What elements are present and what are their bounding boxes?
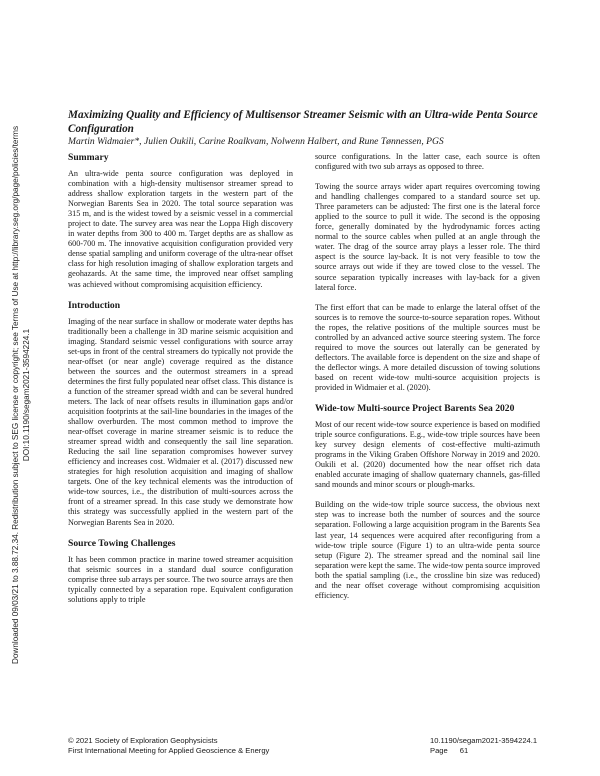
right-paragraph-2: Towing the source arrays wider apart requires overcoming towing and handling challenges compared to a standard source set up. Three parameters can be adjusted: The first one is the lateral force applied to the source to pull it wide. The second is the opposing force, generally dominated by the hydrodynamic forces acting normal to the source cables when pulled at an angle through the water. The drag of the source array plays a lesser role. The third aspect is the source lay-back. It is not very feasible to tow the source arrays out wide if they are towed close to the vessel. The source separation typically increases with lay-back for a given lateral force. — [315, 182, 540, 292]
page-number: 61 — [459, 746, 469, 755]
footer-doi: 10.1190/segam2021-3594224.1 — [430, 736, 538, 745]
download-notice — [10, 95, 32, 695]
page-number-line — [430, 746, 537, 756]
towing-challenges-heading: Source Towing Challenges — [68, 537, 176, 549]
paper-authors: Martin Widmaier*, Julien Oukili, Carine Roalkvam, Nolwenn Halbert, and Rune Tønnessen, PGS — [68, 136, 444, 147]
right-paragraph-5: Building on the wide-tow triple source success, the obvious next step was to increase both the number of sources and the source separation. Following a large acquisition program in the Barents Sea last year, 14 sequences were acquired after reconfiguring from a wide-tow triple source (Figure 1) to an ultra-wide penta source setup (Figure 2). The streamer spread and the nominal sail line separation were kept the same. The wide-tow penta source improved both the spatial sampling (i.e., the crossline bin size was reduced) and the near offset coverage without compromising acquisition efficiency. — [315, 500, 540, 600]
introduction-heading: Introduction — [68, 299, 121, 311]
summary-heading: Summary — [68, 152, 109, 163]
introduction-paragraph: Imaging of the near surface in shallow or moderate water depths has traditionally been a challenge in 3D marine seismic acquisition and imaging. Standard seismic vessel configurations with source array set-ups in front of the central streamers do typically not provide the near-offset (or near angle) coverage required as the distance between the sources and the outermost streamers in a spread determines the first fully populated near offset class. This distance is a function of the streamer spread width and can be several hundred meters. The lack of near offsets results in illumination gaps and/or acquisition footprints at the sail-line boundaries in the images of the shallow overburden. The most common method to improve the near-offset coverage in marine streamer seismic is to reduce the streamer spread width and consequently the sail line separation. Reducing the sail line separation compromises however survey efficiency and increases cost. Widmaier et al. (2017) discussed new strategies for high resolution acquisition and imaging of shallow targets. One of the key technical elements was the introduction of wide-tow sources, i.e., the distribution of multi-sources across the front of a streamer spread. In this case study we demonstrate how this strategy was successfully applied in the western part of the Norwegian Barents Sea in 2020. — [68, 316, 293, 527]
footer-copyright: © 2021 Society of Exploration Geophysicists — [68, 736, 218, 745]
download-notice-line1: Downloaded 09/03/21 to 3.88.72.34. Redistribution subject to SEG license or copyright; see Terms of Use at http://library.seg.org/page/policies/terms — [11, 125, 20, 665]
download-notice-doi: DOI:10.1190/segam2021-3594224.1 — [22, 328, 31, 462]
footer-meeting: First International Meeting for Applied Geoscience & Energy — [68, 746, 270, 755]
barents-sea-project-heading: Wide-tow Multi-source Project Barents Sea 2020 — [315, 403, 515, 415]
towing-challenges-paragraph: It has been common practice in marine towed streamer acquisition that seismic sources in a standard dual source configuration comprise three sub arrays per source. The two source arrays are then typically connected by a separation rope. Equivalent configuration solutions apply to triple — [68, 554, 293, 604]
summary-paragraph: An ultra-wide penta source configuration was deployed in combination with a high-density multisensor streamer spread to address shallow exploration targets in the western part of the Norwegian Barents Sea in 2020. The total source separation was 315 m, and is the widest towed by a seismic vessel in a commercial project to date. The survey area was near the Loppa High discovery in water depths from 300 to 400 m. Target depths are as shallow as 600-700 m. The innovative acquisition configuration provided very dense spatial sampling and uniform coverage of the ultra-near offset class for high resolution imaging of shallow exploration targets and geohazards. At the same time, the improved near offset sampling was achieved without compromising acquisition efficiency. — [68, 169, 293, 289]
right-paragraph-1: source configurations. In the latter case, each source is often configured with two sub arrays as opposed to three. — [315, 152, 540, 172]
footer-left — [68, 736, 269, 756]
right-paragraph-4: Most of our recent wide-tow source experience is based on modified triple source configurations. E.g., wide-tow triple sources have been key survey design elements of cost-effective multi-azimuth programs in the Viking Graben Offshore Norway in 2019 and 2020. Oukili et al. (2020) documented how the near offset rich data enabled accurate imaging of shallow quaternary channels, gas-filled sand mounds and minor scours or plough-marks. — [315, 420, 540, 490]
left-column — [68, 152, 293, 615]
paper-title: Maximizing Quality and Efficiency of Multisensor Streamer Seismic with an Ultra-wide Penta Source Configuration — [68, 109, 538, 135]
footer-right — [430, 736, 537, 756]
download-notice-sidebar — [6, 95, 36, 695]
right-paragraph-3: The first effort that can be made to enlarge the lateral offset of the sources is to remove the source-to-source separation ropes. Without the ropes, the relative positions of the multiple sources must be controlled by an advanced active source steering system. The force required to move the sources out laterally can be generated by deflectors. The available force is dependent on the size and shape of the deflector wings. A more detailed discussion of towing solutions based on recent wide-tow multi-source acquisition projects is provided in Widmaier et al. (2020). — [315, 302, 540, 392]
page-label: Page — [430, 746, 448, 755]
right-column — [315, 152, 540, 611]
